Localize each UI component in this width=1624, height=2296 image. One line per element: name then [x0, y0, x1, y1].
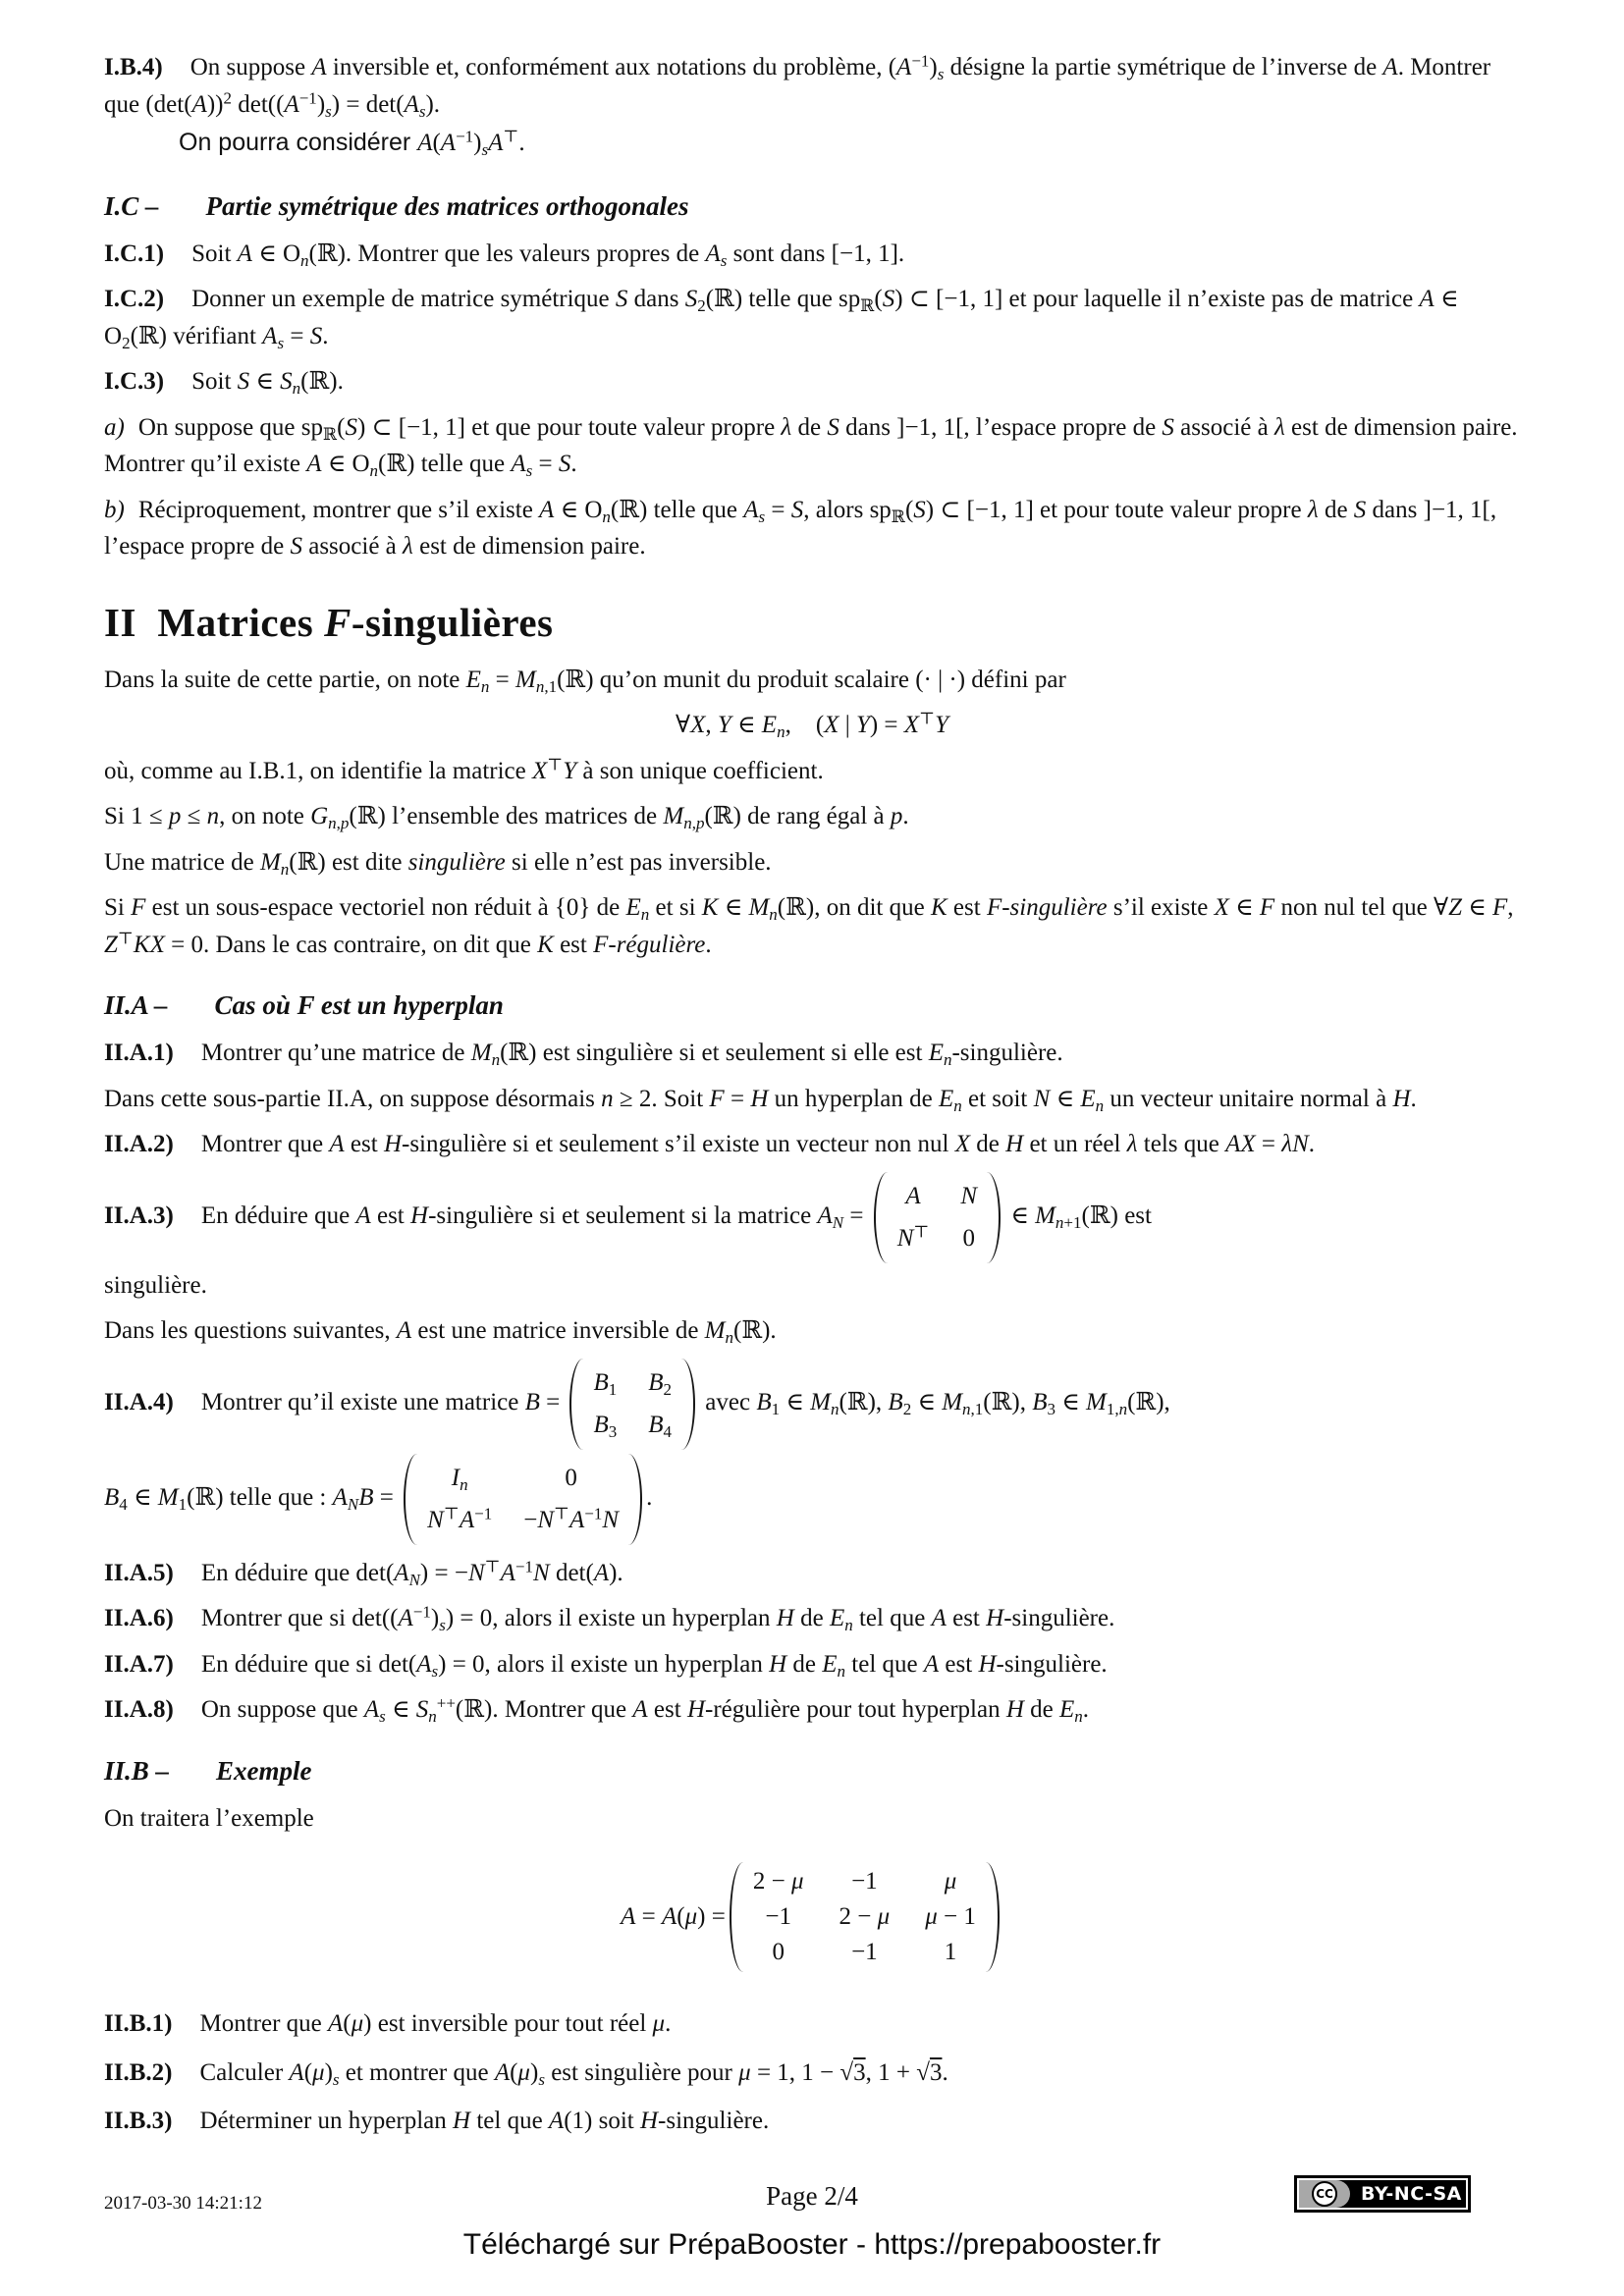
question-ic1 — [104, 236, 1520, 273]
question-iia1 — [104, 1035, 1520, 1072]
question-iia3 — [104, 1172, 1520, 1263]
footer-page-number: Page 2/4 — [766, 2181, 858, 2211]
part2-p2: Si 1 ≤ p ≤ n, on note $G_{n,p}(ℝ)$ l’ensemble des matrices de $M_{n,p}(ℝ)$ de rang égal à p. — [104, 803, 909, 833]
scalar-product-formula: ∀X, Y ∈ $E_n$, (X | Y) = X⊤Y — [676, 709, 948, 742]
matrix-cell: $B_4$ — [648, 1412, 673, 1442]
matrix-anb-cells — [417, 1454, 628, 1545]
cc-license-badge — [1294, 2175, 1471, 2213]
question-ic3a-text: On suppose que $sp_ℝ(S)$ ⊂ [−1, 1] et que pour toute valeur propre λ de S dans ]−1, 1[, l’espace propre de S associé à λ est de dimension paire. Montrer qu’il existe A ∈ $O_n(ℝ)$ telle que $A_s = S$. — [104, 413, 1518, 481]
question-iia7 — [104, 1646, 1520, 1683]
question-ib4 — [104, 49, 1520, 123]
matrix-cell: −1 — [765, 1903, 791, 1930]
matrix-cell: $B_1$ — [593, 1368, 618, 1399]
question-ib4-label: I.B.4) — [104, 54, 163, 80]
matrix-cell: $B_3$ — [593, 1412, 618, 1442]
part2-p4: Si F est un sous-espace vectoriel non réduit à {0} de $E_n$ et si K ∈ $M_n(ℝ)$, on dit que K est F-singulière s’il existe X ∈ F non nul tel que ∀Z ∈ F, Z⊤KX = 0. Dans le cas contraire, on dit que K est F-régulière. — [104, 894, 1514, 958]
matrix-cell: A — [905, 1182, 921, 1209]
question-ic3b-label: b) — [104, 496, 125, 523]
question-iia4-mid: avec $B_1$ ∈ $M_n(ℝ)$, $B_2$ ∈ $M_{n,1}(ℝ)$, $B_3$ ∈ $M_{1,n}(ℝ)$, — [699, 1388, 1170, 1418]
matrix-an-cells — [888, 1172, 987, 1263]
question-ic3 — [104, 363, 1520, 400]
matrix-an — [874, 1172, 1001, 1263]
section-heading-ic — [104, 191, 1520, 222]
question-ib4-hint: On pourra considérer $A(A^{-1})_sA^⊤$. — [179, 127, 525, 160]
question-iib1-text: Montrer que A(μ) est inversible pour tout réel μ. — [199, 2010, 672, 2037]
question-iib3-label: II.B.3) — [104, 2108, 173, 2134]
matrix-cell: $I_n$ — [451, 1464, 468, 1494]
cc-icon: CC — [1312, 2181, 1337, 2207]
question-iia5-text: En déduire que $\det(A_N) = -N^⊤A^{-1}N$ det(A). — [200, 1557, 623, 1589]
matrix-cell: 2 − μ — [752, 1868, 804, 1895]
question-iia4-line2 — [104, 1454, 1520, 1545]
question-ic2 — [104, 281, 1520, 354]
matrix-anb — [404, 1454, 642, 1545]
matrix-a-mu-cells — [743, 1862, 986, 1972]
question-iia3-pre: En déduire que A est H-singulière si et seulement si la matrice $A_N$ = — [200, 1201, 870, 1232]
matrix-cell: N — [960, 1182, 978, 1209]
question-ic3-text: Soit S ∈ $S_n(ℝ)$. — [191, 368, 344, 399]
left-paren — [730, 1862, 743, 1972]
section-iib-number: II.B – — [104, 1755, 170, 1786]
matrix-a-mu — [730, 1862, 1000, 1972]
cc-license-badge-inner — [1297, 2178, 1468, 2210]
question-iia8 — [104, 1691, 1520, 1729]
matrix-cell: −1 — [851, 1868, 878, 1895]
section-iib-title: Exemple — [216, 1755, 312, 1786]
left-paren — [404, 1454, 417, 1545]
iia-note2: Dans les questions suivantes, A est une matrice inversible de $M_n(ℝ)$. — [104, 1317, 777, 1348]
question-iib1-label: II.B.1) — [104, 2010, 173, 2037]
question-iia6-label: II.A.6) — [104, 1605, 174, 1631]
cc-license-type: BY-NC-SA — [1361, 2183, 1462, 2205]
section-iia-title: Cas où F est un hyperplan — [214, 990, 504, 1020]
question-iia3-cont: singulière. — [104, 1271, 207, 1299]
question-iib3 — [104, 2103, 1520, 2140]
left-paren — [874, 1172, 888, 1263]
question-iia4-end: . — [646, 1483, 653, 1511]
part2-p3: Une matrice de $M_n(ℝ)$ est dite singulière si elle n’est pas inversible. — [104, 848, 772, 879]
section-heading-iia — [104, 990, 1520, 1021]
question-iia4-label: II.A.4) — [104, 1388, 174, 1415]
question-iia2-label: II.A.2) — [104, 1131, 174, 1157]
question-iia7-text: En déduire que si $\det(A_s) = 0$, alors il existe un hyperplan H de $E_n$ tel que A est H-singulière. — [200, 1650, 1108, 1681]
question-ic3b-text: Réciproquement, montrer que s’il existe A ∈ $O_n(ℝ)$ telle que $A_s = S$, alors $sp_ℝ(S)$ ⊂ [−1, 1] et pour toute valeur propre λ de S dans ]−1, 1[, l’espace propre de S associé à λ est de dimension paire. — [104, 496, 1497, 560]
matrix-b-cells — [583, 1359, 681, 1450]
matrix-cell: $B_2$ — [648, 1368, 673, 1399]
question-ic3-label: I.C.3) — [104, 368, 165, 395]
question-iia2-text: Montrer que A est H-singulière si et seulement s’il existe un vecteur non nul X de H et un réel λ tels que AX = λN. — [200, 1131, 1316, 1157]
question-iia8-label: II.A.8) — [104, 1696, 174, 1723]
section-heading-iib — [104, 1756, 1520, 1787]
left-paren — [569, 1359, 583, 1450]
question-iib1 — [104, 2005, 1520, 2043]
right-paren — [681, 1359, 695, 1450]
question-ic2-text: Donner un exemple de matrice symétrique S dans $S_2(ℝ)$ telle que $sp_ℝ(S)$ ⊂ [−1, 1] et pour laquelle il n’existe pas de matrice A ∈ $O_2(ℝ)$ vérifiant $A_s = S$. — [104, 286, 1459, 352]
question-iia3-label: II.A.3) — [104, 1201, 174, 1229]
question-iia5 — [104, 1555, 1520, 1592]
part2-intro: Dans la suite de cette partie, on note $E_n$ = $M_{n,1}(ℝ)$ qu’on munit du produit scalaire (· | ·) défini par — [104, 666, 1066, 696]
section-ic-number: I.C – — [104, 190, 159, 221]
matrix-cell: 1 — [944, 1939, 957, 1965]
right-paren — [986, 1862, 1000, 1972]
matrix-b — [569, 1359, 695, 1450]
footer-timestamp: 2017-03-30 14:21:12 — [104, 2193, 262, 2214]
matrix-cell: 2 − μ — [839, 1903, 891, 1930]
iia-note: Dans cette sous-partie II.A, on suppose désormais n ≥ 2. Soit F = H un hyperplan de $E_n$ et soit N ∈ $E_n$ un vecteur unitaire normal à H. — [104, 1085, 1417, 1115]
iib-intro: On traitera l’exemple — [104, 1804, 314, 1832]
question-iia8-text: On suppose que $A_s$ ∈ $S_n^{++}(ℝ)$. Montrer que A est H-régulière pour tout hyperplan H de $E_n$. — [200, 1693, 1090, 1727]
question-iia1-text: Montrer qu’une matrice de $M_n(ℝ)$ est singulière si et seulement si elle est $E_n$-singulière. — [200, 1040, 1063, 1070]
matrix-cell: 0 — [772, 1939, 785, 1965]
question-iib3-text: Déterminer un hyperplan H tel que A(1) soit H-singulière. — [199, 2108, 770, 2134]
matrix-cell: −1 — [851, 1939, 878, 1965]
equation-lhs: A = A(μ) = — [621, 1903, 726, 1930]
matrix-cell: μ − 1 — [925, 1903, 976, 1930]
question-iia4-pre: Montrer qu’il existe une matrice B = — [200, 1388, 567, 1415]
right-paren — [628, 1454, 642, 1545]
display-equation-a-mu — [104, 1862, 1520, 1972]
question-iia4-line1 — [104, 1359, 1520, 1450]
question-iia4-pre2: $B_4$ ∈ $M_1(ℝ)$ telle que : $A_NB$ = — [104, 1483, 401, 1514]
section-ic-title: Partie symétrique des matrices orthogonales — [205, 190, 689, 221]
matrix-cell: 0 — [962, 1225, 975, 1252]
question-iia6-text: Montrer que si $\det((A^{-1})_s) = 0$, alors il existe un hyperplan H de $E_n$ tel que A est H-singulière. — [200, 1602, 1115, 1635]
matrix-cell: 0 — [565, 1464, 577, 1491]
question-ic1-text: Soit A ∈ $O_n(ℝ)$. Montrer que les valeurs propres de $A_s$ sont dans [−1, 1]. — [191, 240, 905, 270]
question-iia6 — [104, 1600, 1520, 1637]
question-iia7-label: II.A.7) — [104, 1650, 174, 1678]
question-iib2-label: II.B.2) — [104, 2058, 173, 2086]
question-ic1-label: I.C.1) — [104, 240, 165, 267]
matrix-cell: $N^⊤A^{-1}$ — [427, 1504, 493, 1533]
question-iia2 — [104, 1126, 1520, 1163]
matrix-cell: μ — [944, 1868, 957, 1895]
question-ic3b — [104, 492, 1520, 565]
question-ic3a-label: a) — [104, 413, 125, 441]
cc-logo-background — [1299, 2180, 1350, 2208]
question-iib2-text: Calculer $A(\mu)_s$ et montrer que $A(\mu)_s$ est singulière pour μ = 1, 1 − √3, 1 + √3. — [199, 2058, 948, 2089]
question-iia5-label: II.A.5) — [104, 1559, 174, 1586]
question-iib2 — [104, 2055, 1520, 2092]
question-ic3a — [104, 409, 1520, 483]
part2-p1: où, comme au I.B.1, on identifie la matrice X⊤Y à son unique coefficient. — [104, 755, 824, 784]
question-ib4-text: On suppose A inversible et, conformément aux notations du problème, $(A^{-1})_s$ désigne la partie symétrique de l’inverse de A. Montrer que $(\det(A))^2$ $\det((A^{-1})_s) = \det(A_s)$. — [104, 51, 1491, 121]
section-iia-number: II.A – — [104, 990, 168, 1020]
question-ic2-label: I.C.2) — [104, 286, 165, 312]
matrix-cell: $-N^⊤A^{-1}N$ — [523, 1504, 620, 1533]
question-iia1-label: II.A.1) — [104, 1040, 174, 1066]
right-paren — [987, 1172, 1001, 1263]
question-iia3-post: ∈ $M_{n+1}(ℝ)$ est — [1004, 1201, 1152, 1232]
download-source-link[interactable]: Téléchargé sur PrépaBooster - https://prepabooster.fr — [462, 2228, 1162, 2261]
matrix-cell: N⊤ — [896, 1222, 930, 1252]
part2-title: II Matrices F-singulières — [104, 599, 554, 645]
